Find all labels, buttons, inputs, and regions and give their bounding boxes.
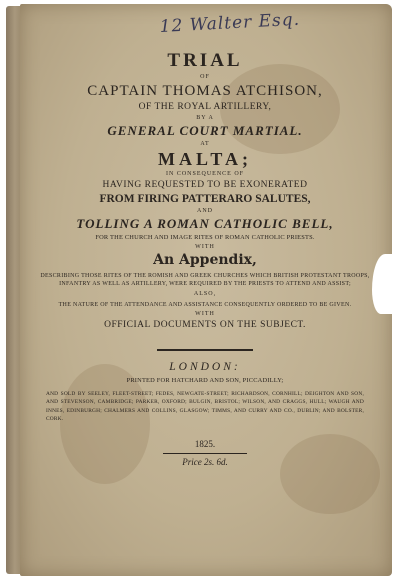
title-with: WITH: [195, 243, 215, 250]
divider-rule: [157, 349, 253, 351]
title-appendix: An Appendix,: [153, 252, 257, 269]
title-in-consequence: IN CONSEQUENCE OF: [165, 171, 244, 178]
title-block: [40, 46, 370, 467]
title-rites: FOR THE CHURCH AND IMAGE RITES OF ROMAN CATHOLIC PRIESTS.: [95, 234, 315, 242]
title-captain: CAPTAIN THOMAS ATCHISON,: [87, 82, 323, 99]
title-also: ALSO,: [193, 290, 217, 297]
title-by: BY A: [196, 114, 214, 121]
torn-edge: [372, 254, 394, 314]
title-with-2: WITH: [195, 311, 215, 318]
imprint-printed-for: PRINTED FOR HATCHARD AND SON, PICCADILLY;: [126, 376, 284, 384]
title-at: AT: [200, 140, 210, 147]
imprint-year: 1825.: [194, 439, 216, 450]
imprint-price: Price 2s. 6d.: [182, 456, 228, 467]
title-patteraro: FROM FIRING PATTERARO SALUTES,: [99, 193, 311, 206]
handwritten-inscription: 12 Walter Esq.: [159, 9, 301, 37]
title-of: OF: [200, 73, 210, 80]
title-regiment: OF THE ROYAL ARTILLERY,: [138, 101, 272, 112]
title-and: AND: [197, 208, 213, 215]
appendix-paragraph: DESCRIBING THOSE RITES OF THE ROMISH AND GREEK CHURCHES WHICH BRITISH PROTESTANT TROOPS, INFANTRY AS WELL AS ARTILLERY, WERE REQUIRED BY THE PRIESTS TO ATTEND AND ASSIST;: [40, 272, 370, 288]
attendance-paragraph: THE NATURE OF THE ATTENDANCE AND ASSISTANCE CONSEQUENTLY ORDERED TO BE GIVEN.: [58, 301, 352, 308]
imprint-sellers: AND SOLD BY SEELEY, FLEET-STREET; FEDES, NEWGATE-STREET; RICHARDSON, CORNHILL; DEIGHTON AND SON, AND STEVENSON, CAMBRIDGE; PARKER, OXFORD; BULGIN, BRISTOL; WILSON, AND CRAGGS, HULL; WAUGH AND INNES, EDINBURGH; CHALMERS AND COLLINS, GLASGOW; TIMMS, AND CURRY AND CO., DUBLIN; AND BOLSTER, CORK.: [46, 390, 364, 422]
title-tolling: TOLLING A ROMAN CATHOLIC BELL,: [76, 216, 334, 232]
title-requested: HAVING REQUESTED TO BE EXONERATED: [102, 180, 308, 191]
title-official-documents: OFFICIAL DOCUMENTS ON THE SUBJECT.: [104, 320, 306, 331]
title-malta: MALTA;: [157, 148, 252, 169]
title-court-martial: GENERAL COURT MARTIAL.: [107, 122, 303, 138]
title-trial: TRIAL: [167, 50, 243, 71]
imprint-city: LONDON:: [169, 361, 241, 374]
price-rule: [163, 453, 247, 454]
